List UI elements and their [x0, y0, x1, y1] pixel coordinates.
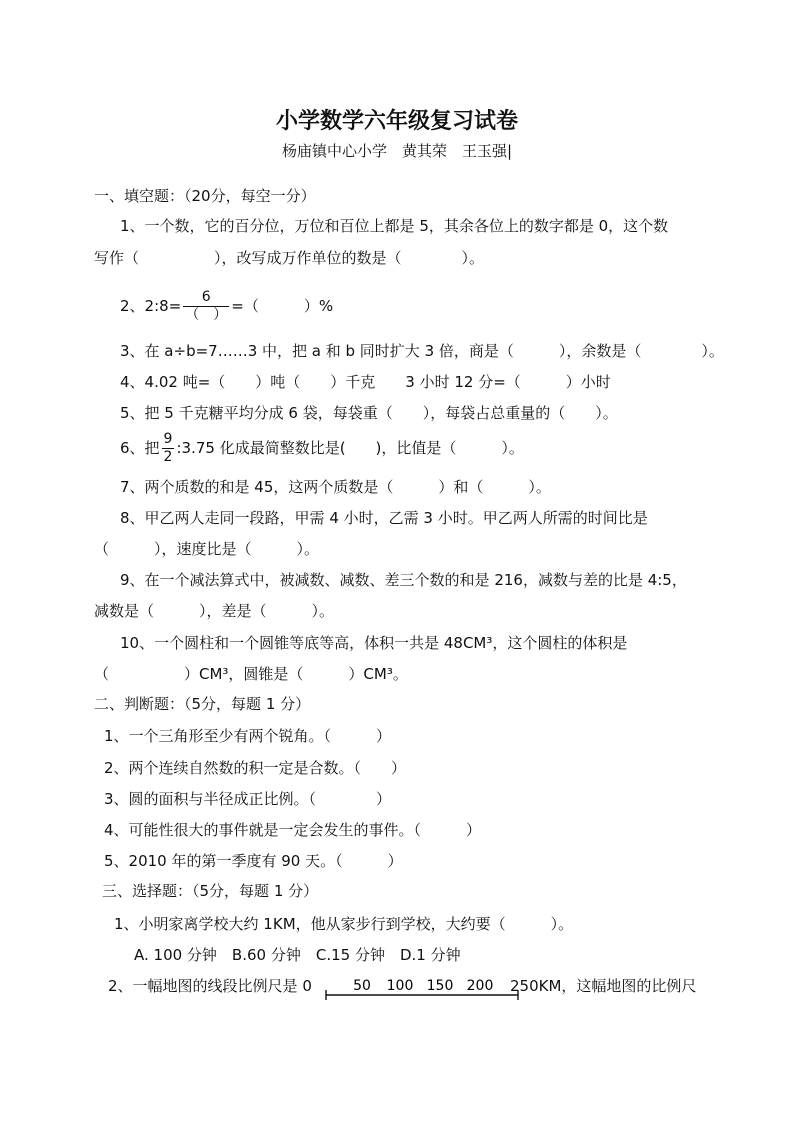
section1-heading: 一、填空题：（20分，每空一分）: [94, 187, 316, 205]
page-subtitle: 杨庙镇中心小学 黄其荣 王玉强|: [281, 142, 513, 160]
section2-heading: 二、判断题：（5分，每题 1 分）: [94, 695, 311, 713]
q6-suffix: :3.75 化成最简整数比是( )，比值是（ ）。: [176, 439, 524, 457]
q9-line1: 9、在一个减法算式中，被减数、减数、差三个数的和是 216，减数与差的比是 4:5，: [120, 571, 687, 589]
scale-label-150: 150: [426, 978, 454, 994]
judge-item-2: 2、两个连续自然数的积一定是合数。（ ）: [104, 759, 407, 777]
q1-line2: 写作（ ），改写成万作单位的数是（ ）。: [94, 249, 485, 267]
q6-fraction: [162, 431, 175, 466]
choice-q2-suffix: 250KM，这幅地图的比例尺: [510, 977, 697, 995]
judge-item-5: 5、2010 年的第一季度有 90 天。（ ）: [104, 852, 403, 870]
section3-heading: 三、选择题：（5分，每题 1 分）: [102, 882, 319, 900]
choice-q1: 1、小明家离学校大约 1KM，他从家步行到学校，大约要（ ）。: [114, 915, 574, 933]
q2: [120, 289, 333, 324]
q6-prefix: 6、把: [120, 439, 160, 457]
q3: 3、在 a÷b=7……3 中，把 a 和 b 同时扩大 3 倍，商是（ ），余数是（ ）。: [120, 342, 724, 360]
q7: 7、两个质数的和是 45，这两个质数是（ ）和（ ）。: [120, 478, 551, 496]
q10-line1: 10、一个圆柱和一个圆锥等底等高，体积一共是 48CM³，这个圆柱的体积是: [120, 634, 628, 652]
q2-fraction: [183, 289, 229, 324]
q6-fraction-numerator: 9: [163, 431, 173, 447]
judge-item-4: 4、可能性很大的事件就是一定会发生的事件。（ ）: [104, 821, 482, 839]
q2-fraction-numerator: 6: [183, 289, 229, 307]
choice-q1-options: A. 100 分钟 B.60 分钟 C.15 分钟 D.1 分钟: [134, 946, 461, 964]
scale-label-200: 200: [466, 978, 494, 994]
judge-item-3: 3、圆的面积与半径成正比例。（ ）: [104, 790, 392, 808]
q2-suffix: =（ ）%: [231, 297, 334, 315]
scale-label-100: 100: [386, 978, 414, 994]
scale-bar: [322, 976, 522, 1006]
q4: 4、4.02 吨=（ ）吨（ ）千克 3 小时 12 分=（ ）小时: [120, 373, 611, 391]
q10-line2: （ ）CM³，圆锥是（ ）CM³。: [94, 665, 408, 683]
page-title: 小学数学六年级复习试卷: [275, 108, 518, 134]
q6: [120, 430, 524, 466]
q8-line1: 8、甲乙两人走同一段路，甲需 4 小时，乙需 3 小时。甲乙两人所需的时间比是: [120, 509, 648, 527]
q2-prefix: 2、2:8=: [120, 297, 182, 315]
q8-line2: （ ），速度比是（ ）。: [94, 540, 320, 558]
q1-line1: 1、一个数，它的百分位，万位和百位上都是 5，其余各位上的数字都是 0，这个数: [120, 217, 669, 235]
q9-line2: 减数是（ ），差是（ ）。: [94, 602, 335, 620]
q5: 5、把 5 千克糖平均分成 6 袋，每袋重（ ），每袋占总重量的（ ）。: [120, 404, 618, 422]
scale-label-50: 50: [353, 978, 371, 994]
choice-q2-prefix: 2、一幅地图的线段比例尺是 0: [108, 977, 312, 995]
q6-fraction-denominator: 2: [163, 449, 173, 465]
q2-fraction-denominator: （ ）: [185, 307, 228, 323]
judge-item-1: 1、一个三角形至少有两个锐角。（ ）: [104, 727, 392, 745]
